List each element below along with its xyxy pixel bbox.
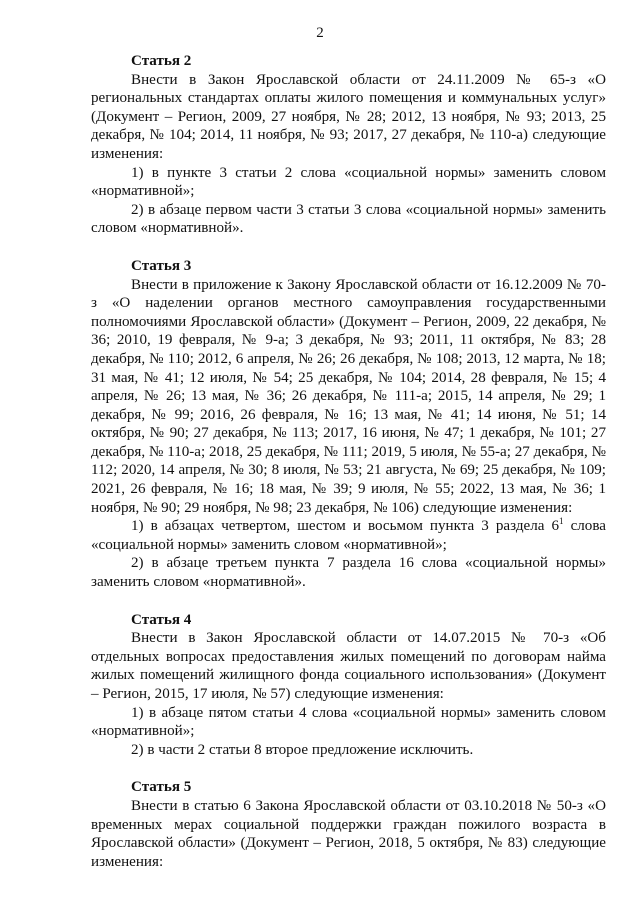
article-paragraph: 2) в части 2 статьи 8 второе предложение исключить. xyxy=(131,741,474,758)
article-paragraph: 1) в пункте 3 статьи 2 слова «социальной нормы» заменить словом «нормативной»; xyxy=(91,164,606,200)
article-title: Статья 4 xyxy=(131,611,192,628)
article-title: Статья 5 xyxy=(131,779,192,796)
article-paragraph: Внести в Закон Ярославской области от 14.07.2015 № 70-з «Об отдельных вопросах предоставления жилых помещений по договорам найма жилых помещений жилищного фонда социального использования» (Документ – Регион, 2015, 17 июля, № 57) следующие изменения: xyxy=(91,630,606,702)
article-title: Статья 2 xyxy=(131,53,192,69)
article-paragraph: 1) в абзаце пятом статьи 4 слова «социальной нормы» заменить словом «нормативной»; xyxy=(91,704,606,740)
paragraph-text: слова «социальной нормы» заменить словом «нормативной»; xyxy=(91,518,606,553)
article-paragraph: Внести в приложение к Закону Ярославской области от 16.12.2009 № 70-з «О наделении органов местного самоуправления государственными полномочиями Ярославской области» (Документ – Регион, 2009, 22 декабря, № 36; 2010, 19 февраля, № 9-а; 3 декабря, № 93; 2011, 11 октября, № 83; 28 декабря, № 110; 2012, 6 апреля, № 26; 26 декабря, № 108; 2013, 12 марта, № 18; 31 мая, № 41; 12 июля, № 54; 25 декабря, № 104; 2014, 28 февраля, № 15; 4 апреля, № 26; 13 мая, № 36; 26 декабря, № 111-а; 2015, 14 апреля, № 29; 1 декабря, № 99; 2016, 26 февраля, № 16; 13 мая, № 41; 14 июня, № 51; 14 октября, № 90; 27 декабря, № 113; 2017, 16 июня, № 47; 1 декабря, № 101; 27 декабря, № 110-а; 2018, 25 декабря, № 111; 2019, 5 июля, № 55-а; 27 декабря, № 112; 2020, 14 апреля, № 30; 8 июля, № 53; 21 августа, № 69; 25 декабря, № 109; 2021, 26 февраля, № 16; 18 мая, № 39; 9 июля, № 55; 2022, 13 мая, № 36; 1 ноября, № 90; 29 ноября, № 98; 23 декабря, № 106) следующие изменения: xyxy=(91,276,606,516)
article-paragraph: Внести в статью 6 Закона Ярославской области от 03.10.2018 № 50-з «О временных мерах социальной поддержки граждан пожилого возраста в Ярославской области» (Документ – Регион, 2018, 5 октября, № 83) следующие изменения: xyxy=(91,797,606,870)
article-4 xyxy=(91,611,606,760)
article-3 xyxy=(91,257,606,592)
article-5 xyxy=(91,778,606,871)
article-2 xyxy=(91,52,606,238)
article-paragraph: 2) в абзаце первом части 3 статьи 3 слова «социальной нормы» заменить словом «нормативной». xyxy=(91,201,606,237)
article-title: Статья 3 xyxy=(131,257,192,274)
article-paragraph: 2) в абзаце третьем пункта 7 раздела 16 слова «социальной нормы» заменить словом «нормативной». xyxy=(91,555,606,591)
article-paragraph xyxy=(91,517,606,554)
paragraph-text: 1) в абзацах четвертом, шестом и восьмом пункта 3 раздела 6 xyxy=(131,518,560,535)
superscript: 1 xyxy=(559,516,564,527)
article-paragraph: Внести в Закон Ярославской области от 24.11.2009 № 65-з «О региональных стандартах оплаты жилого помещения и коммунальных услуг» (Документ – Регион, 2009, 27 ноября, № 28; 2012, 13 ноября, № 93; 2013, 25 декабря, № 104; 2014, 11 ноября, № 93; 2017, 27 декабря, № 110-а) следующие изменения: xyxy=(91,71,606,162)
page-number: 2 xyxy=(316,25,324,41)
document-body xyxy=(91,52,606,871)
